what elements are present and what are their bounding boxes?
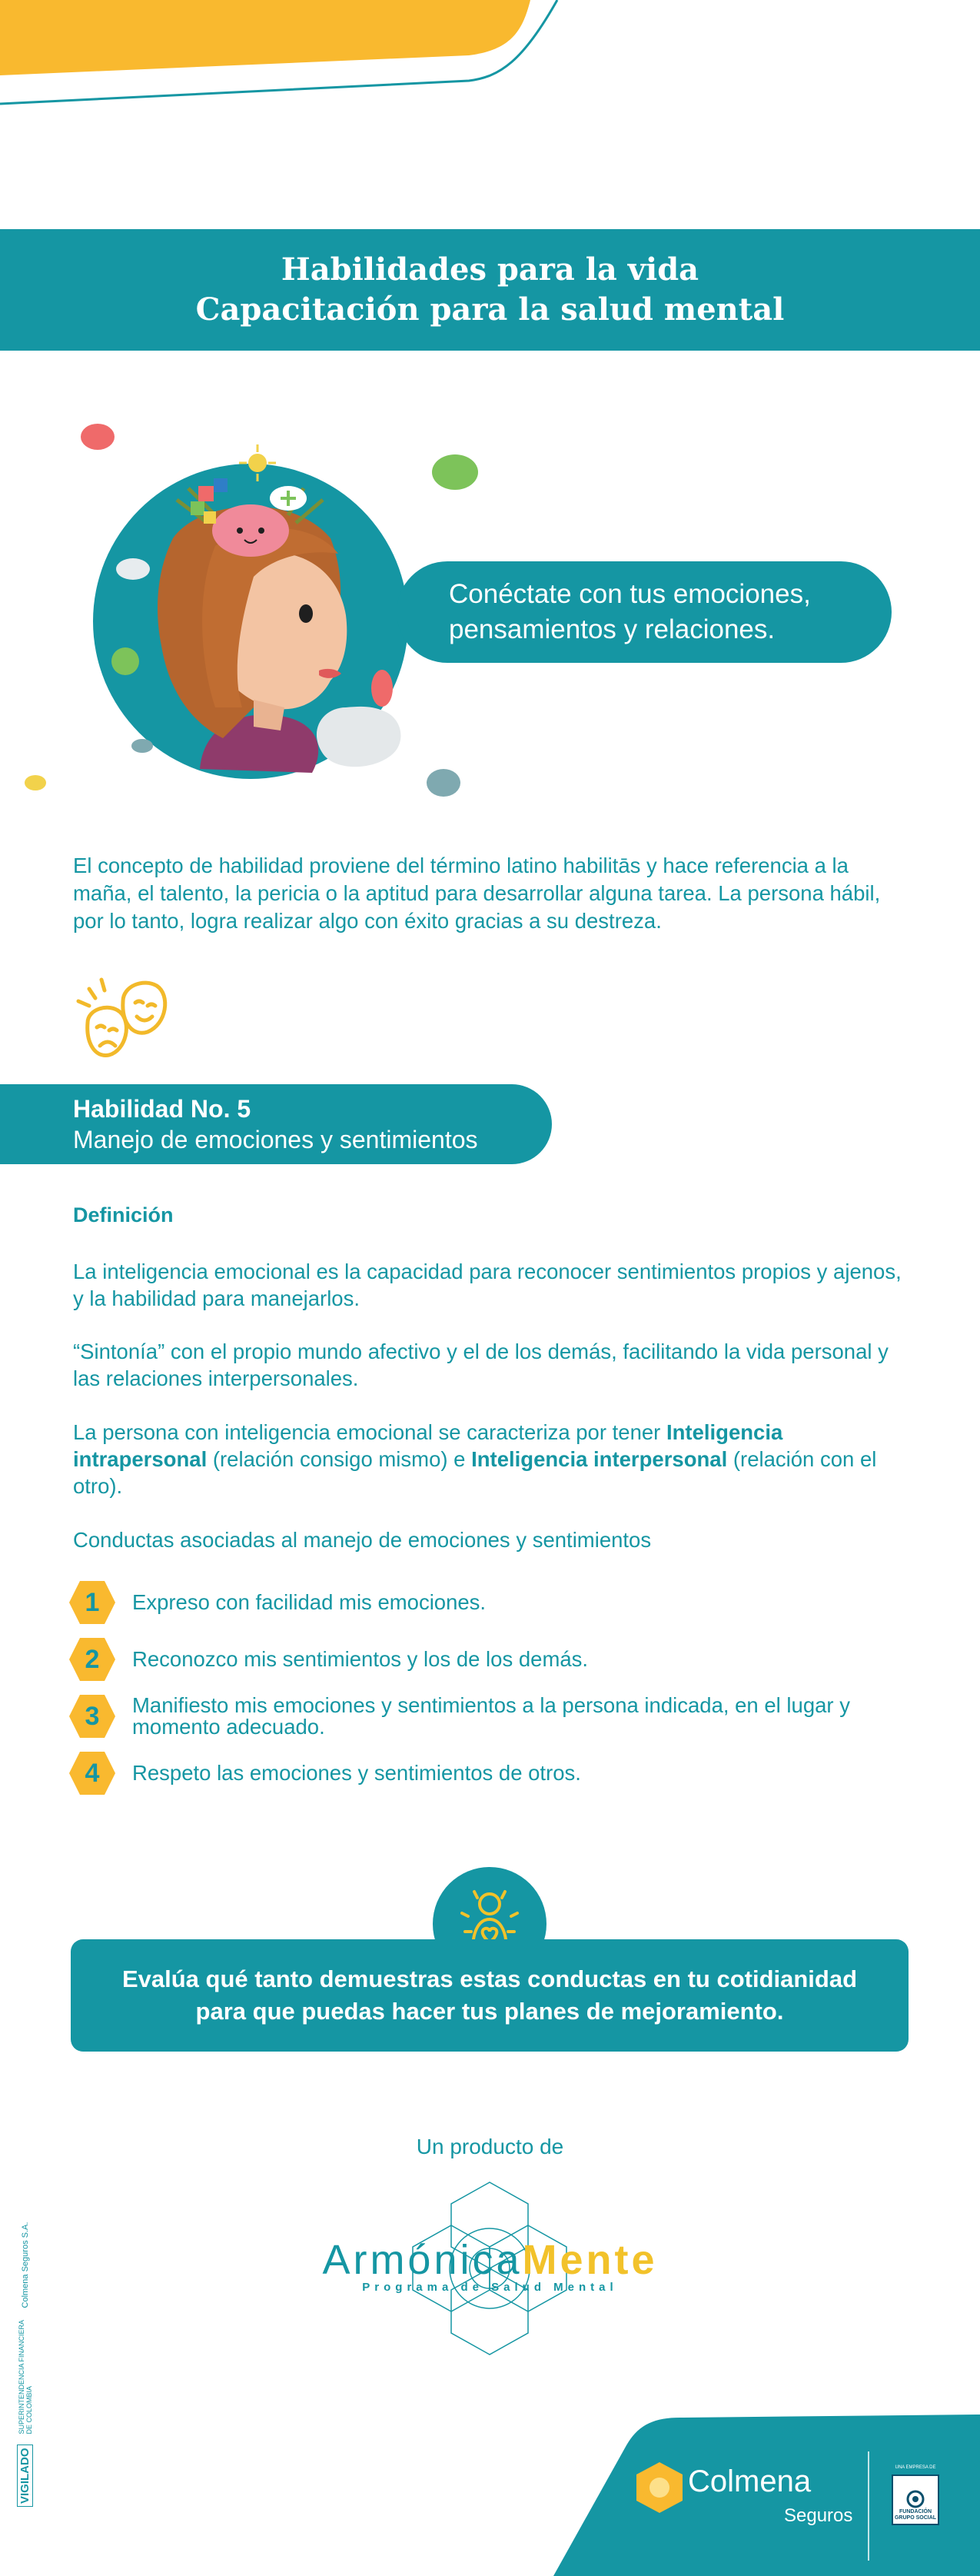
confetti-blob-yellow (25, 775, 46, 790)
page-title-line2: Capacitación para la salud mental (195, 291, 785, 328)
title-banner (0, 229, 980, 351)
confetti-blob-red (81, 424, 115, 450)
definition-paragraph-1: La inteligencia emocional es la capacidad para reconocer sentimientos propios y ajenos, y la habilidad para manejarlos. (73, 1260, 902, 1310)
hero-line2: pensamientos y relaciones. (449, 614, 776, 644)
company-legal-name: Colmena Seguros S.A. (20, 2222, 30, 2308)
behavior-item (68, 1635, 921, 1684)
definition-title: Definición (73, 1203, 174, 1226)
number-hexagon-icon: 4 (68, 1749, 117, 1798)
fgs-name: FUNDACIÓN GRUPO SOCIAL (894, 2509, 937, 2521)
confetti-blob-grey (427, 769, 460, 797)
colmena-hexagon-logo-icon (635, 2461, 684, 2514)
fgs-caption: UNA EMPRESA DE (895, 2465, 936, 2470)
behavior-text: Expreso con facilidad mis emociones. (132, 1590, 487, 1614)
cta-line1: Evalúa qué tanto demuestras estas conductas en tu cotidianidad (121, 1965, 858, 1992)
skill-name: Manejo de emociones y sentimientos (73, 1126, 478, 1153)
p3-text-e: (relación con el otro). (73, 1447, 877, 1498)
colmena-brand: Colmena (688, 2465, 812, 2498)
behavior-text: Manifiesto mis emociones y sentimientos a la persona indicada, en el lugar y momento adecuado. (132, 1693, 850, 1739)
behavior-text: Respeto las emociones y sentimientos de otros. (132, 1761, 581, 1785)
skill-header-pill (0, 1084, 552, 1164)
number-hexagon-icon: 3 (68, 1692, 117, 1741)
definition-paragraph-2: “Sintonía” con el propio mundo afectivo y el de los demás, facilitando la vida personal y las relaciones interpersonales. (73, 1340, 889, 1390)
number-hexagon-icon: 1 (68, 1578, 117, 1627)
fundacion-grupo-social-logo (892, 2474, 939, 2525)
top-decoration (0, 0, 584, 108)
number-hexagon-icon: 2 (68, 1635, 117, 1684)
fgs-emblem-icon (905, 2489, 925, 2509)
colmena-seguros: Seguros (784, 2505, 853, 2526)
skill-number: Habilidad No. 5 (73, 1095, 251, 1123)
comedy-tragedy-masks-icon (71, 970, 171, 1078)
page-title-line1: Habilidades para la vida (281, 251, 699, 288)
superintendencia-label: SUPERINTENDENCIA FINANCIERA DE COLOMBIA (17, 2320, 33, 2435)
product-of-label: Un producto de (416, 2135, 564, 2158)
vigilado-label: VIGILADO (17, 2445, 33, 2507)
p3-text-a: La persona con inteligencia emocional se caracteriza por tener (73, 1420, 666, 1444)
logo-word-a: Armónica (322, 2237, 523, 2283)
behavior-item (68, 1578, 921, 1627)
intro-paragraph: El concepto de habilidad proviene del término latino habilitās y hace referencia a la maña, el talento, la pericia o la aptitud para desarrollar alguna tarea. La persona hábil, por lo tanto, logra realizar algo con éxito gracias a su destreza. (73, 854, 881, 933)
definition-paragraph-3 (73, 1419, 911, 1499)
vigilado-legal-strip (17, 2161, 45, 2507)
behaviors-title: Conductas asociadas al manejo de emociones y sentimientos (73, 1528, 652, 1552)
armonicamente-logo (0, 2236, 980, 2284)
behavior-item (68, 1749, 921, 1798)
cta-line2: para que puedas hacer tus planes de mejoramiento. (195, 1998, 784, 2025)
logo-subtitle: Programa de Salud Mental (362, 2281, 618, 2294)
hero-pill (397, 561, 892, 663)
p3-text-c: (relación consigo mismo) e (207, 1447, 472, 1471)
behavior-text: Reconozco mis sentimientos y los de los demás. (132, 1647, 589, 1671)
logo-word-b: Mente (522, 2237, 658, 2283)
confetti-blob-green (432, 454, 478, 490)
p3-intrapersonal: Inteligencia intrapersonal (73, 1420, 783, 1471)
p3-interpersonal: Inteligencia interpersonal (471, 1447, 728, 1471)
hero-line1: Conéctate con tus emociones, (449, 579, 811, 609)
behavior-item (68, 1692, 921, 1741)
cta-banner (71, 1939, 909, 2052)
